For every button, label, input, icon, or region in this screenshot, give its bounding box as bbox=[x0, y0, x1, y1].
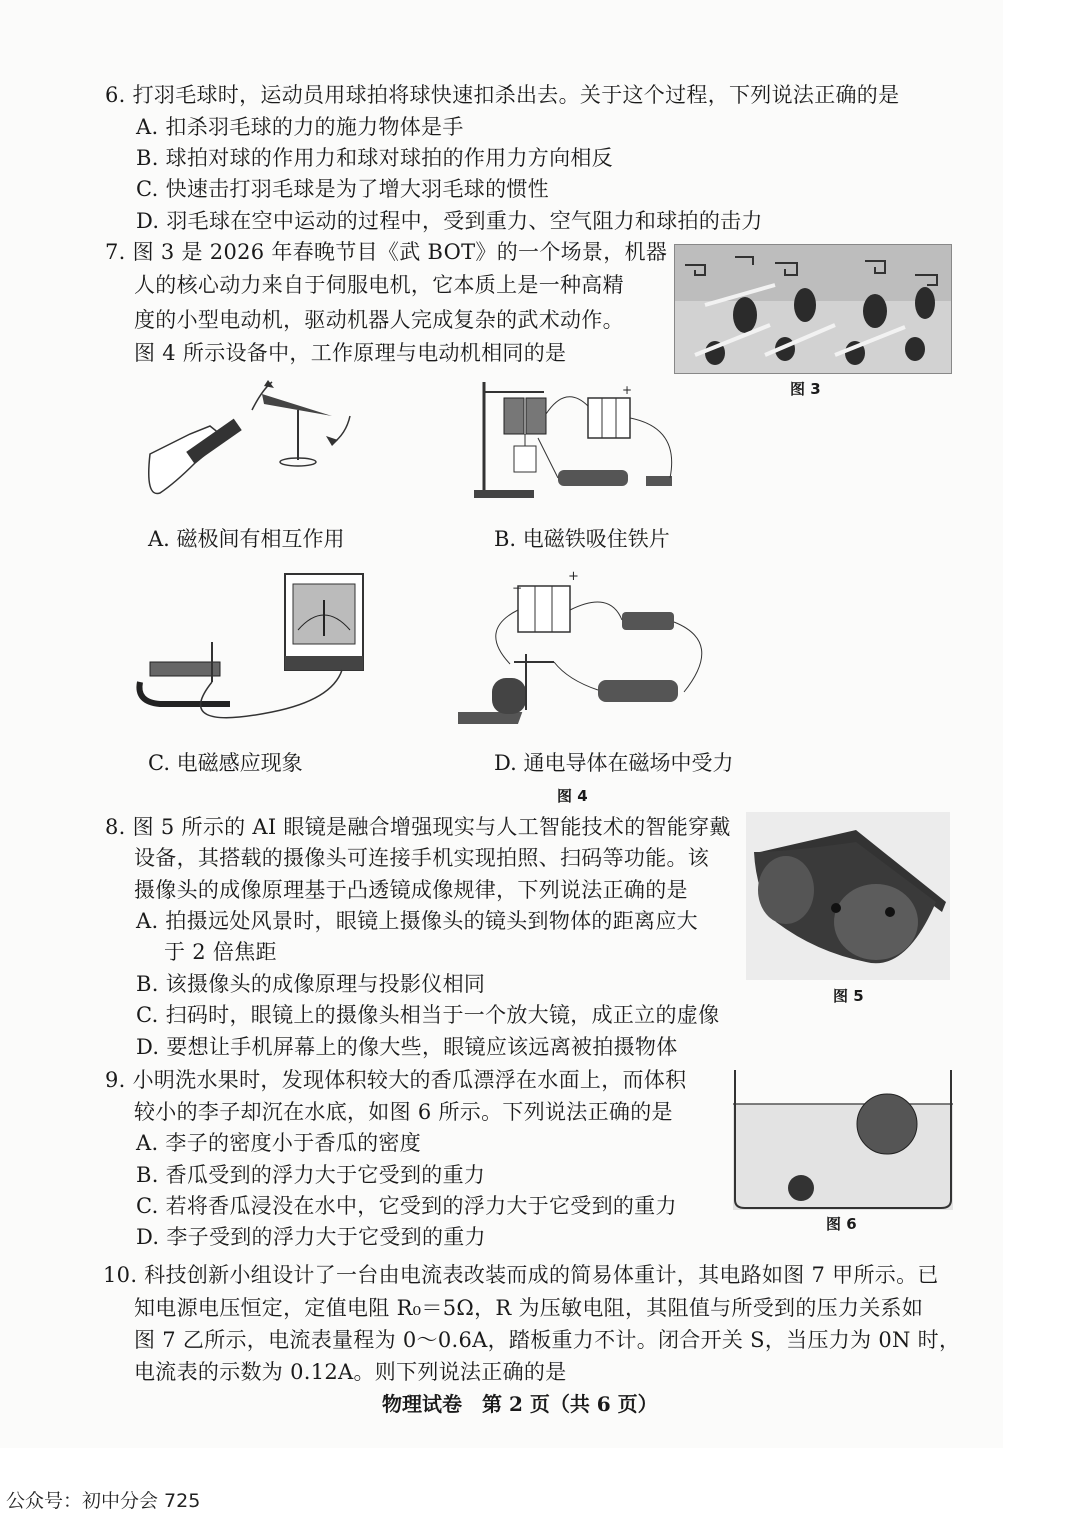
q7-line-1: 7. 图 3 是 2026 年春晚节目《武 BOT》的一个场景，机器 bbox=[105, 240, 668, 264]
svg-text:+: + bbox=[622, 383, 633, 397]
q7-line-4: 图 4 所示设备中，工作原理与电动机相同的是 bbox=[134, 341, 567, 365]
q10-line-4: 电流表的示数为 0.12A。则下列说法正确的是 bbox=[134, 1360, 567, 1384]
figure-4c-label: C. 电磁感应现象 bbox=[148, 751, 303, 775]
q10-line-1: 10. 科技创新小组设计了一台由电流表改装而成的简易体重计，其电路如图 7 甲所示。已 bbox=[103, 1263, 939, 1287]
figure-3-robot-photo bbox=[674, 244, 952, 374]
q6-option-d: D. 羽毛球在空中运动的过程中，受到重力、空气阻力和球拍的击力 bbox=[136, 209, 763, 233]
q8-line-3: 摄像头的成像原理基于凸透镜成像规律，下列说法正确的是 bbox=[134, 878, 688, 902]
q8-option-a-cont: 于 2 倍焦距 bbox=[164, 940, 277, 964]
q8-line-1: 8. 图 5 所示的 AI 眼镜是融合增强现实与人工智能技术的智能穿戴 bbox=[105, 815, 731, 839]
page-footer: 物理试卷 第 2 页（共 6 页） bbox=[382, 1392, 658, 1416]
q8-option-d: D. 要想让手机屏幕上的像大些，眼镜应该远离被拍摄物体 bbox=[136, 1035, 678, 1059]
figure-5-ai-glasses bbox=[746, 812, 950, 980]
q9-line-1: 9. 小明洗水果时，发现体积较大的香瓜漂浮在水面上，而体积 bbox=[105, 1068, 687, 1092]
figure-4c-induction bbox=[130, 570, 370, 740]
q6-stem: 6. 打羽毛球时，运动员用球拍将球快速扣杀出去。关于这个过程，下列说法正确的是 bbox=[105, 83, 900, 107]
q6-option-c: C. 快速击打羽毛球是为了增大羽毛球的惯性 bbox=[136, 177, 549, 201]
figure-4d-label: D. 通电导体在磁场中受力 bbox=[494, 751, 734, 775]
svg-text:+: + bbox=[568, 570, 579, 584]
q8-line-2: 设备，其搭载的摄像头可连接手机实现拍照、扫码等功能。该 bbox=[134, 846, 710, 870]
watermark-text: 公众号：初中分会 725 bbox=[6, 1490, 201, 1512]
q9-line-2: 较小的李子却沉在水底，如图 6 所示。下列说法正确的是 bbox=[134, 1100, 673, 1124]
svg-text:−: − bbox=[512, 581, 523, 595]
q8-option-a: A. 拍摄远处风景时，眼镜上摄像头的镜头到物体的距离应大 bbox=[136, 909, 698, 933]
q10-line-2: 知电源电压恒定，定值电阻 R₀＝5Ω，R 为压敏电阻，其阻值与所受到的压力关系如 bbox=[134, 1296, 924, 1320]
figure-4a-magnet-interaction bbox=[140, 374, 370, 514]
figure-4a-label: A. 磁极间有相互作用 bbox=[148, 527, 345, 551]
figure-3-caption: 图 3 bbox=[790, 380, 821, 398]
q6-option-a: A. 扣杀羽毛球的力的施力物体是手 bbox=[136, 115, 464, 139]
figure-5-caption: 图 5 bbox=[833, 987, 864, 1005]
q7-line-3: 度的小型电动机，驱动机器人完成复杂的武术动作。 bbox=[134, 308, 624, 332]
q7-line-2: 人的核心动力来自于伺服电机，它本质上是一种高精 bbox=[134, 273, 624, 297]
figure-4b-label: B. 电磁铁吸住铁片 bbox=[494, 527, 670, 551]
figure-6-caption: 图 6 bbox=[826, 1215, 857, 1233]
figure-6-fruit-in-water bbox=[733, 1070, 953, 1210]
figure-4b-electromagnet bbox=[470, 374, 700, 504]
figure-4d-conductor-force bbox=[458, 570, 728, 730]
q10-line-3: 图 7 乙所示，电流表量程为 0～0.6A，踏板重力不计。闭合开关 S，当压力为 0N 时， bbox=[134, 1328, 961, 1352]
q8-option-c: C. 扫码时，眼镜上的摄像头相当于一个放大镜，成正立的虚像 bbox=[136, 1003, 720, 1027]
q6-option-b: B. 球拍对球的作用力和球对球拍的作用力方向相反 bbox=[136, 146, 613, 170]
q8-option-b: B. 该摄像头的成像原理与投影仪相同 bbox=[136, 972, 486, 996]
q9-option-d: D. 李子受到的浮力大于它受到的重力 bbox=[136, 1225, 486, 1249]
q9-option-c: C. 若将香瓜浸没在水中，它受到的浮力大于它受到的重力 bbox=[136, 1194, 677, 1218]
figure-4-caption: 图 4 bbox=[557, 787, 588, 805]
q9-option-a: A. 李子的密度小于香瓜的密度 bbox=[136, 1131, 422, 1155]
q9-option-b: B. 香瓜受到的浮力大于它受到的重力 bbox=[136, 1163, 486, 1187]
